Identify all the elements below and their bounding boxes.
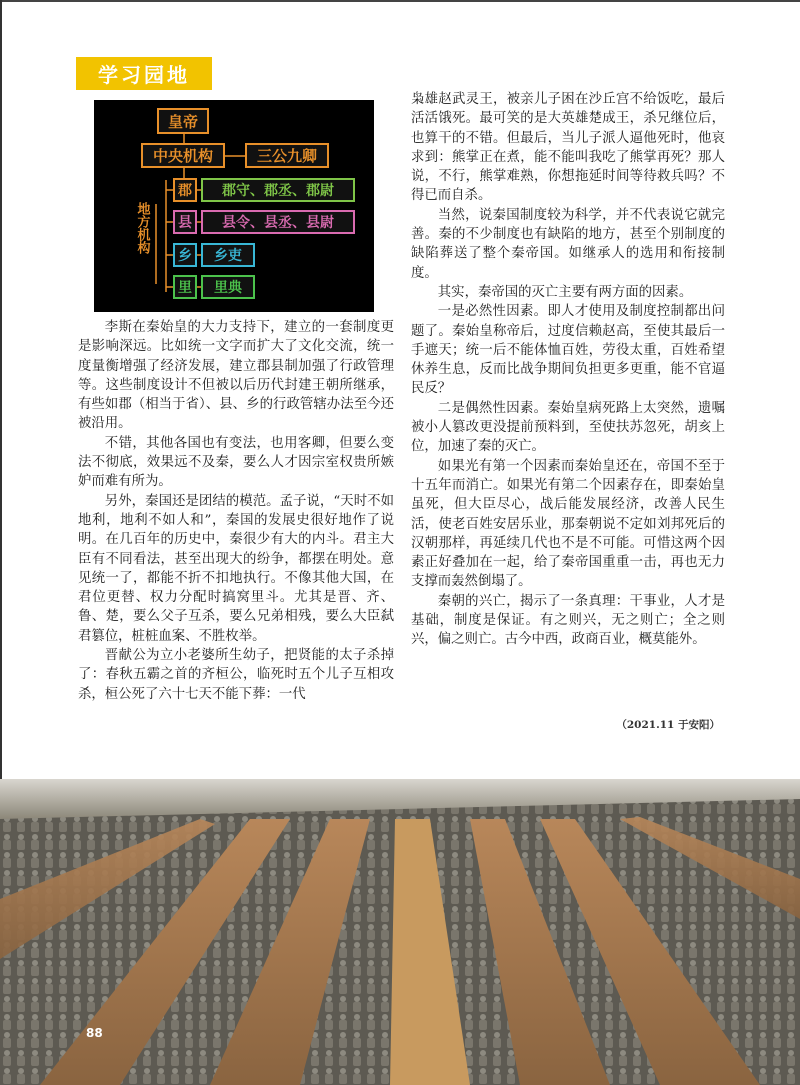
right-paragraph-2: 当然，说秦国制度较为科学，并不代表说它就完善。秦的不少制度也有缺陷的地方，甚至个别制度的缺陷葬送了整个秦帝国。如继承人的选用和衔接制度。 bbox=[411, 207, 725, 281]
page-number: 88 bbox=[86, 1026, 103, 1040]
page-edge-top bbox=[0, 0, 800, 2]
right-paragraph-1: 枭雄赵武灵王，被亲儿子困在沙丘宫不给饭吃，最后活活饿死。最可笑的是大英雄楚成王，杀兄继位后，也算干的不错。但最后，当儿子派人逼他死时，他哀求到：熊掌正在煮，能不能叫我吃了熊掌再死？那人说，不行，熊掌难熟，你想拖延时间等待救兵吗？不得已而自杀。 bbox=[411, 92, 725, 204]
diagram-central: 中央机构 bbox=[152, 147, 214, 165]
right-paragraph-3: 其实，秦帝国的灭亡主要有两方面的因素。 bbox=[437, 284, 693, 300]
diagram-level-xian-officials: 县令、县丞、县尉 bbox=[222, 215, 334, 231]
diagram-level-jun-officials: 郡守、郡丞、郡尉 bbox=[222, 183, 334, 199]
diagram-ministers: 三公九卿 bbox=[256, 147, 318, 165]
diagram-level-xiang-officials: 乡吏 bbox=[214, 248, 242, 264]
left-paragraph-1: 李斯在秦始皇的大力支持下，建立的一套制度更是影响深远。比如统一文字而扩大了文化交流，统一度量衡增强了经济发展，建立郡县制加强了行政管理等。这些制度设计不但被以后历代封建王朝所继承，有些如郡（相当于省）、县、乡的行政管辖办法至今还被沿用。 bbox=[78, 320, 394, 432]
right-paragraph-5: 二是偶然性因素。秦始皇病死路上太突然，遗嘱被小人篡改更没提前预料到，至使扶苏忽死，胡亥上位，加速了秦的灭亡。 bbox=[411, 400, 725, 455]
terracotta-army-photo bbox=[0, 779, 800, 1085]
section-title: 学习园地 bbox=[76, 57, 212, 90]
diagram-emperor: 皇帝 bbox=[167, 113, 199, 131]
left-paragraph-2: 不错，其他各国也有变法，也用客卿，但要么变法不彻底，效果远不及秦，要么人才因宗室权贵所嫉妒而难有所为。 bbox=[78, 435, 394, 490]
left-paragraph-4: 晋献公为立小老婆所生幼子，把贤能的太子杀掉了：春秋五霸之首的齐桓公，临死时五个儿子互相攻杀，桓公死了六十七天不能下葬：一代 bbox=[78, 648, 394, 702]
diagram-local-label: 地方机构 bbox=[134, 202, 150, 254]
right-column bbox=[411, 90, 725, 650]
diagram-level-xiang: 乡 bbox=[178, 248, 192, 264]
diagram-svg bbox=[94, 100, 374, 312]
right-paragraph-7: 秦朝的兴亡，揭示了一条真理：干事业，人才是基础，制度是保证。有之则兴，无之则亡；全之则兴，偏之则亡。古今中西，政商百业，概莫能外。 bbox=[411, 593, 725, 648]
left-column bbox=[78, 318, 394, 704]
diagram-level-xian: 县 bbox=[178, 215, 192, 231]
government-structure-diagram bbox=[94, 100, 374, 312]
terracotta-army-illustration bbox=[0, 779, 800, 1085]
diagram-level-li: 里 bbox=[178, 280, 192, 296]
page-edge-left bbox=[0, 0, 2, 780]
left-paragraph-3: 另外，秦国还是团结的模范。孟子说，“天时不如地利，地利不如人和”，秦国的发展史很好地作了说明。在几百年的历史中，秦很少有大的内斗。君主大臣有不同看法，甚至出现大的纷争，都摆在明处。意见统一了，都能不折不扣地执行。不像其他大国，在君位更替、权力分配时搞窝里斗。尤其是晋、齐、鲁、楚，要么父子互杀，要么兄弟相残，要么大臣弑君篡位，桩桩血案、不胜枚举。 bbox=[78, 493, 394, 644]
right-paragraph-6: 如果光有第一个因素而秦始皇还在，帝国不至于十五年而消亡。如果光有第二个因素存在，即秦始皇虽死，但大臣尽心，战后能发展经济，改善人民生活，使老百姓安居乐业，那秦朝说不定如刘邦死后的汉朝那样，再延续几代也不是不可能。可惜这两个因素正好叠加在一起，给了秦帝国重重一击，再也无力支撑而轰然倒塌了。 bbox=[411, 458, 725, 590]
right-paragraph-4: 一是必然性因素。即人才使用及制度控制都出问题了。秦始皇称帝后，过度信赖赵高，至使其最后一手遮天；统一后不能体恤百姓，劳役太重，百姓希望休养生息，反而比战争期间负担更多更重，能不官逼民反？ bbox=[411, 304, 725, 397]
dateline: （2021.11 于安阳） bbox=[616, 719, 720, 731]
diagram-level-li-officials: 里典 bbox=[214, 280, 242, 296]
diagram-level-jun: 郡 bbox=[178, 183, 192, 199]
